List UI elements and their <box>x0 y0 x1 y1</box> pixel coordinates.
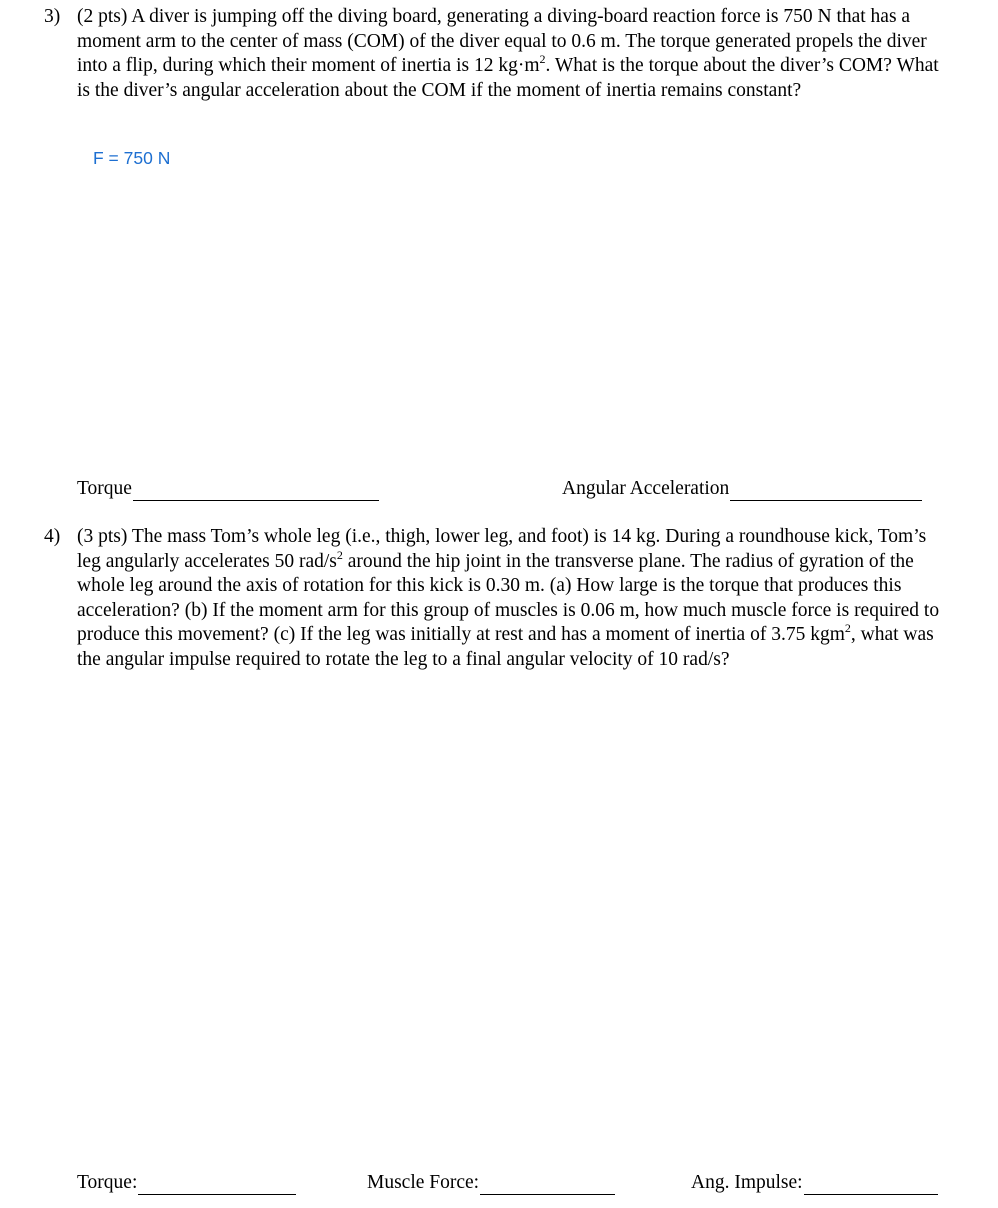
answer-muscle-force-q4[interactable] <box>367 1171 615 1195</box>
answer-angular-impulse-q4-label: Ang. Impulse: <box>691 1172 803 1193</box>
answer-angular-impulse-q4-blank[interactable] <box>804 1176 938 1195</box>
question-4-text-part1: The mass Tom’s whole leg (i.e., thigh, lower leg, and foot) is 14 kg. During a roundhouse kick, Tom’s leg angularly accelerates 50 rad/s <box>77 526 927 572</box>
answer-angular-acceleration-q3-label: Angular Acceleration <box>562 478 730 499</box>
question-3-text-part2: . What is the torque about the diver’s COM? What is the diver’s angular acceleration about the COM if the moment of inertia remains constant? <box>77 55 939 101</box>
answer-torque-q4-blank[interactable] <box>138 1176 296 1195</box>
answer-torque-q3-label: Torque <box>77 478 132 499</box>
question-4-superscript-1: 2 <box>336 547 343 562</box>
question-3-points: (2 pts) <box>77 6 128 27</box>
answer-torque-q4[interactable] <box>77 1171 296 1195</box>
answer-angular-impulse-q4[interactable] <box>691 1171 938 1195</box>
question-4-points: (3 pts) <box>77 526 128 547</box>
question-3-text-part1: A diver is jumping off the diving board, generating a diving-board reaction force is 750 N that has a moment arm to the center of mass (COM) of the diver equal to 0.6 m. The torque generated propels the diver into a flip, during which their moment of inertia is 12 kg·m <box>77 6 927 77</box>
answer-muscle-force-q4-blank[interactable] <box>480 1176 615 1195</box>
student-handwritten-note: F = 750 N <box>93 148 171 168</box>
answer-muscle-force-q4-label: Muscle Force: <box>367 1172 480 1193</box>
question-3-text <box>77 5 949 103</box>
question-4-text <box>77 525 949 673</box>
question-4-text-part3: , what was the angular impulse required to rotate the leg to a final angular velocity of 10 rad/s? <box>77 624 934 670</box>
answer-torque-q4-label: Torque: <box>77 1172 138 1193</box>
question-4-superscript-2: 2 <box>844 621 851 636</box>
question-3-number: 3) <box>44 6 61 27</box>
answer-torque-q3-blank[interactable] <box>133 482 379 501</box>
question-4 <box>44 525 949 673</box>
question-4-text-part2: around the hip joint in the transverse plane. The radius of gyration of the whole leg around the axis of rotation for this kick is 0.30 m. (a) How large is the torque that produces this acceleration? (b) If the moment arm for this group of muscles is 0.06 m, how much muscle force is required to produce this movement? (c) If the leg was initially at rest and has a moment of inertia of 3.75 kgm <box>77 550 940 646</box>
answer-angular-acceleration-q3[interactable] <box>562 477 922 501</box>
question-4-number: 4) <box>44 526 61 547</box>
answer-torque-q3[interactable] <box>77 477 379 501</box>
answer-angular-acceleration-q3-blank[interactable] <box>730 482 922 501</box>
question-3 <box>44 5 949 103</box>
question-3-superscript: 2 <box>539 52 546 67</box>
